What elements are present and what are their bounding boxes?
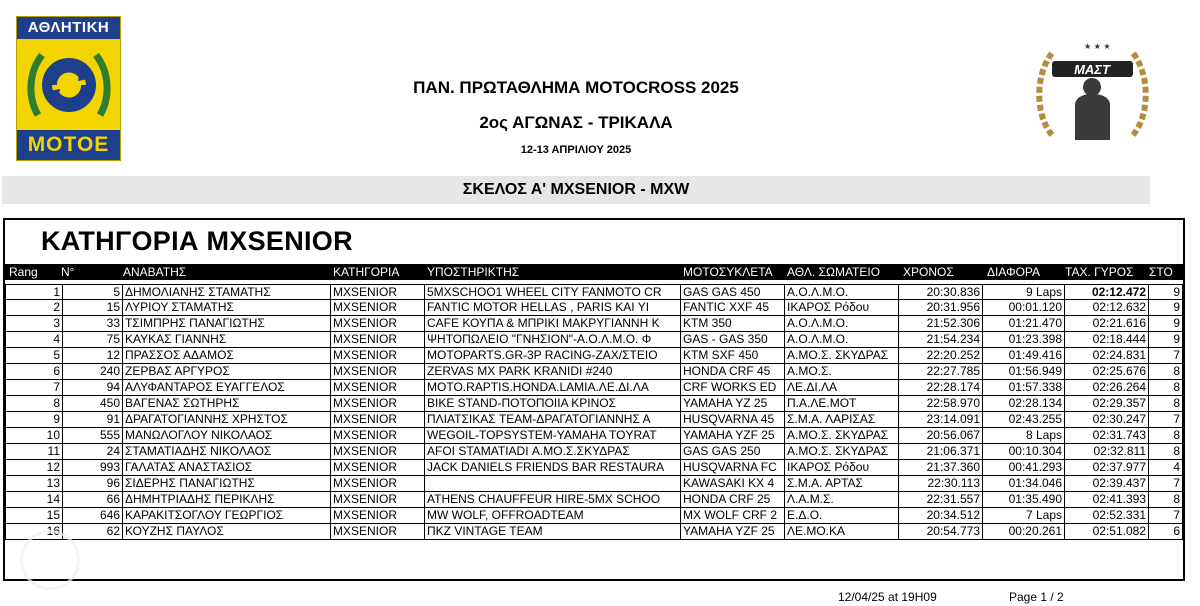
laps-cell: 9 — [1149, 300, 1183, 316]
col-sponsor-header: ΥΠΟΣΤΗΡΙΚΤΗΣ — [427, 265, 520, 279]
table-row — [5, 476, 1183, 492]
col-time-header: ΧΡΟΝΟΣ — [903, 265, 954, 279]
category-cell: MXSENIOR — [331, 460, 425, 476]
bike-cell: HONDA CRF 25 — [681, 492, 785, 508]
col-diff-header: ΔΙΑΦΟΡΑ — [987, 265, 1041, 279]
rank-cell: 15 — [5, 508, 63, 524]
diff-cell: 8 Laps — [983, 428, 1065, 444]
laps-cell: 7 — [1149, 476, 1183, 492]
rider-cell: ΣΙΔΕΡΗΣ ΠΑΝΑΓΙΩΤΗΣ — [123, 476, 331, 492]
table-row — [5, 300, 1183, 316]
rider-cell: ΚΑΡΑΚΙΤΣΟΓΛΟΥ ΓΕΩΡΓΙΟΣ — [123, 508, 331, 524]
time-cell: 20:54.773 — [899, 524, 983, 540]
table-row — [5, 332, 1183, 348]
laps-cell: 8 — [1149, 428, 1183, 444]
number-cell: 15 — [63, 300, 123, 316]
time-cell: 22:30.113 — [899, 476, 983, 492]
page-indicator: Page 1 / 2 — [1009, 590, 1064, 604]
svg-text:★ ★ ★: ★ ★ ★ — [1084, 42, 1111, 51]
race-title: 2ος ΑΓΩΝΑΣ - ΤΡΙΚΑΛΑ — [479, 113, 673, 132]
number-cell: 33 — [63, 316, 123, 332]
number-cell: 646 — [63, 508, 123, 524]
laps-cell: 9 — [1149, 332, 1183, 348]
table-row — [5, 508, 1183, 524]
rider-cell: ΛΥΡΙΟΥ ΣΤΑΜΑΤΗΣ — [123, 300, 331, 316]
bike-cell: KAWASAKI KX 4 — [681, 476, 785, 492]
table-row — [5, 428, 1183, 444]
bestlap-cell: 02:51.082 — [1065, 524, 1149, 540]
bestlap-cell: 02:12.632 — [1065, 300, 1149, 316]
rank-cell: 12 — [5, 460, 63, 476]
bike-cell: HONDA CRF 45 — [681, 364, 785, 380]
diff-cell: 02:43.255 — [983, 412, 1065, 428]
rank-cell: 4 — [5, 332, 63, 348]
category-cell: MXSENIOR — [331, 508, 425, 524]
col-bike-header: ΜΟΤΟΣΥΚΛΕΤΑ — [683, 265, 773, 279]
time-cell: 22:20.252 — [899, 348, 983, 364]
diff-cell: 01:21.470 — [983, 316, 1065, 332]
bike-cell: FANTIC XXF 45 — [681, 300, 785, 316]
category-cell: MXSENIOR — [331, 284, 425, 300]
bike-cell: HUSQVARNA FC — [681, 460, 785, 476]
club-cell: Α.ΜΟ.Σ. ΣΚΥΔΡΑΣ — [785, 428, 899, 444]
rider-cell: ΒΑΓΕΝΑΣ ΣΩΤΗΡΗΣ — [123, 396, 331, 412]
category-cell: MXSENIOR — [331, 348, 425, 364]
sponsor-cell: MOTO.RAPTIS.HONDA.LAMIA.ΛΕ.ΔΙ.ΛΑ — [425, 380, 681, 396]
time-cell: 22:31.557 — [899, 492, 983, 508]
sponsor-cell: 5MXSCHOO1 WHEEL CITY FANMOTO CR — [425, 284, 681, 300]
diff-cell: 00:41.293 — [983, 460, 1065, 476]
leg-title: ΣΚΕΛΟΣ Α' MXSENIOR - MXW — [2, 176, 1150, 204]
table-row — [5, 364, 1183, 380]
laps-cell: 9 — [1149, 284, 1183, 300]
table-row — [5, 284, 1183, 300]
diff-cell: 01:49.416 — [983, 348, 1065, 364]
col-bestlap-header: ΤΑΧ. ΓΥΡΟΣ — [1065, 265, 1134, 279]
bestlap-cell: 02:18.444 — [1065, 332, 1149, 348]
diff-cell: 01:57.338 — [983, 380, 1065, 396]
category-title: ΚΑΤΗΓΟΡΙΑ MXSENIOR — [41, 226, 353, 256]
diff-cell: 01:35.490 — [983, 492, 1065, 508]
col-category-header: ΚΑΤΗΓΟΡΙΑ — [333, 265, 400, 279]
number-cell: 24 — [63, 444, 123, 460]
bestlap-cell: 02:37.977 — [1065, 460, 1149, 476]
bestlap-cell: 02:39.437 — [1065, 476, 1149, 492]
rider-cell: ΔΗΜΟΛΙΑΝΗΣ ΣΤΑΜΑΤΗΣ — [123, 284, 331, 300]
logo-left-top-text: ΑΘΛΗΤΙΚΗ — [17, 17, 120, 39]
sponsor-cell: ATHENS CHAUFFEUR HIRE-5MX SCHOO — [425, 492, 681, 508]
number-cell: 62 — [63, 524, 123, 540]
club-cell: Σ.Μ.Α. ΑΡΤΑΣ — [785, 476, 899, 492]
diff-cell: 00:10.304 — [983, 444, 1065, 460]
sponsor-cell: ΠΚΖ VINTAGE TEAM — [425, 524, 681, 540]
col-number-header: N° — [61, 265, 75, 279]
category-cell: MXSENIOR — [331, 396, 425, 412]
time-cell: 21:52.306 — [899, 316, 983, 332]
bestlap-cell: 02:41.393 — [1065, 492, 1149, 508]
printed-timestamp: 12/04/25 at 19H09 — [838, 590, 937, 604]
rank-cell: 1 — [5, 284, 63, 300]
number-cell: 5 — [63, 284, 123, 300]
sponsor-cell: ΨΗΤΟΠΩΛΕΙΟ "ΓΝΗΣΙΟΝ"-Α.Ο.Λ.Μ.Ο. Φ — [425, 332, 681, 348]
table-row — [5, 380, 1183, 396]
table-row — [5, 444, 1183, 460]
category-cell: MXSENIOR — [331, 380, 425, 396]
laps-cell: 8 — [1149, 364, 1183, 380]
club-cell: Σ.Μ.Α. ΛΑΡΙΣΑΣ — [785, 412, 899, 428]
rank-cell: 8 — [5, 396, 63, 412]
rider-cell: ΓΑΛΑΤΑΣ ΑΝΑΣΤΑΣΙΟΣ — [123, 460, 331, 476]
bestlap-cell: 02:31.743 — [1065, 428, 1149, 444]
rank-cell: 6 — [5, 364, 63, 380]
sponsor-cell: ZERVAS MX PARK KRANIDI #240 — [425, 364, 681, 380]
championship-title: ΠΑΝ. ΠΡΩΤΑΘΛΗΜΑ MOTOCROSS 2025 — [413, 78, 739, 97]
table-row — [5, 412, 1183, 428]
sponsor-cell: FANTIC MOTOR HELLAS , PARIS ΚΑΙ ΥΙ — [425, 300, 681, 316]
club-cell: Α.ΜΟ.Σ. ΣΚΥΔΡΑΣ — [785, 348, 899, 364]
number-cell: 12 — [63, 348, 123, 364]
rank-cell: 9 — [5, 412, 63, 428]
club-cell: ΛΕ.ΔΙ.ΛΑ — [785, 380, 899, 396]
table-row — [5, 396, 1183, 412]
club-cell: Α.Ο.Λ.Μ.Ο. — [785, 332, 899, 348]
sponsor-cell: WEGOIL-TOPSYSTEM-YAMAHA TOYRAT — [425, 428, 681, 444]
bike-cell: GAS GAS 250 — [681, 444, 785, 460]
rank-cell: 7 — [5, 380, 63, 396]
diff-cell: 00:01.120 — [983, 300, 1065, 316]
category-cell: MXSENIOR — [331, 316, 425, 332]
time-cell: 23:14.091 — [899, 412, 983, 428]
bestlap-cell: 02:21.616 — [1065, 316, 1149, 332]
rider-cell: ΣΤΑΜΑΤΙΑΔΗΣ ΝΙΚΟΛΑΟΣ — [123, 444, 331, 460]
bestlap-cell: 02:29.357 — [1065, 396, 1149, 412]
bestlap-cell: 02:25.676 — [1065, 364, 1149, 380]
bike-cell: HUSQVARNA 45 — [681, 412, 785, 428]
time-cell: 20:34.512 — [899, 508, 983, 524]
rider-cell: ΖΕΡΒΑΣ ΑΡΓΥΡΟΣ — [123, 364, 331, 380]
bike-cell: YAMAHA YZF 25 — [681, 524, 785, 540]
time-cell: 21:54.234 — [899, 332, 983, 348]
category-cell: MXSENIOR — [331, 476, 425, 492]
time-cell: 20:30.836 — [899, 284, 983, 300]
time-cell: 22:27.785 — [899, 364, 983, 380]
bestlap-cell: 02:12.472 — [1065, 284, 1149, 300]
rank-cell: 16 — [5, 524, 63, 540]
bestlap-cell: 02:30.247 — [1065, 412, 1149, 428]
number-cell: 555 — [63, 428, 123, 444]
rider-cell: ΠΡΑΣΣΟΣ ΑΔΑΜΟΣ — [123, 348, 331, 364]
diff-cell: 01:34.046 — [983, 476, 1065, 492]
sponsor-cell: ΠΛΙΑΤΣΙΚΑΣ TEAM-ΔΡΑΓΑΤΟΓΙΑΝΝΗΣ Α — [425, 412, 681, 428]
table-row — [5, 524, 1183, 540]
club-cell: Π.Α.ΛΕ.ΜΟΤ — [785, 396, 899, 412]
club-cell: ΙΚΑΡΟΣ Ρόδου — [785, 460, 899, 476]
rank-cell: 10 — [5, 428, 63, 444]
laps-cell: 8 — [1149, 380, 1183, 396]
rider-cell: ΔΗΜΗΤΡΙΑΔΗΣ ΠΕΡΙΚΛΗΣ — [123, 492, 331, 508]
category-cell: MXSENIOR — [331, 444, 425, 460]
bike-cell: YAMAHA YZF 25 — [681, 428, 785, 444]
rider-cell: ΚΑΥΚΑΣ ΓΙΑΝΝΗΣ — [123, 332, 331, 348]
laps-cell: 8 — [1149, 492, 1183, 508]
time-cell: 20:31.956 — [899, 300, 983, 316]
club-cell: Λ.Α.Μ.Σ. — [785, 492, 899, 508]
bike-cell: MX WOLF CRF 2 — [681, 508, 785, 524]
bike-cell: CRF WORKS ED — [681, 380, 785, 396]
number-cell: 240 — [63, 364, 123, 380]
bestlap-cell: 02:24.831 — [1065, 348, 1149, 364]
club-cell: ΙΚΑΡΟΣ Ρόδου — [785, 300, 899, 316]
number-cell: 66 — [63, 492, 123, 508]
bike-cell: KTM SXF 450 — [681, 348, 785, 364]
col-rider-header: ΑΝΑΒΑΤΗΣ — [123, 265, 187, 279]
logo-right-text: ΜΑΣΤ — [1074, 62, 1110, 77]
category-cell: MXSENIOR — [331, 300, 425, 316]
club-cell: Α.ΜΟ.Σ. — [785, 364, 899, 380]
laps-cell: 9 — [1149, 316, 1183, 332]
results-panel — [3, 218, 1185, 581]
club-cell: Ε.Δ.Ο. — [785, 508, 899, 524]
laps-cell: 7 — [1149, 348, 1183, 364]
diff-cell: 01:23.398 — [983, 332, 1065, 348]
club-cell: Α.ΜΟ.Σ. ΣΚΥΔΡΑΣ — [785, 444, 899, 460]
time-cell: 21:37.360 — [899, 460, 983, 476]
diff-cell: 00:20.261 — [983, 524, 1065, 540]
rank-cell: 2 — [5, 300, 63, 316]
rank-cell: 14 — [5, 492, 63, 508]
number-cell: 993 — [63, 460, 123, 476]
number-cell: 94 — [63, 380, 123, 396]
col-club-header: ΑΘΛ. ΣΩΜΑΤΕΙΟ — [787, 265, 881, 279]
rank-cell: 5 — [5, 348, 63, 364]
watermark-icon — [20, 530, 80, 590]
time-cell: 22:28.174 — [899, 380, 983, 396]
laps-cell: 7 — [1149, 508, 1183, 524]
category-cell: MXSENIOR — [331, 492, 425, 508]
bike-cell: KTM 350 — [681, 316, 785, 332]
category-cell: MXSENIOR — [331, 412, 425, 428]
category-cell: MXSENIOR — [331, 364, 425, 380]
number-cell: 75 — [63, 332, 123, 348]
bestlap-cell: 02:52.331 — [1065, 508, 1149, 524]
col-rank-header: Rang — [9, 265, 38, 279]
results-header-row — [5, 264, 1183, 280]
laps-cell: 8 — [1149, 396, 1183, 412]
sponsor-cell: JACK DANIELS FRIENDS BAR RESTAURA — [425, 460, 681, 476]
logo-left-bottom-text: ΜΟΤΟΕ — [17, 130, 120, 160]
number-cell: 91 — [63, 412, 123, 428]
sponsor-cell: MOTOPARTS.GR-3P RACING-ZAX/ΣΤΕΙΟ — [425, 348, 681, 364]
laps-cell: 6 — [1149, 524, 1183, 540]
sponsor-cell: MW WOLF, OFFROADTEAM — [425, 508, 681, 524]
category-cell: MXSENIOR — [331, 428, 425, 444]
laps-cell: 4 — [1149, 460, 1183, 476]
rank-cell: 13 — [5, 476, 63, 492]
club-cell: ΛΕ.ΜΟ.ΚΑ — [785, 524, 899, 540]
rider-cell: ΚΟΥΖΗΣ ΠΑΥΛΟΣ — [123, 524, 331, 540]
rank-cell: 11 — [5, 444, 63, 460]
time-cell: 21:06.371 — [899, 444, 983, 460]
rider-cell: ΤΣΙΜΠΡΗΣ ΠΑΝΑΓΙΩΤΗΣ — [123, 316, 331, 332]
bestlap-cell: 02:32.811 — [1065, 444, 1149, 460]
race-dates: 12-13 ΑΠΡΙΛΙΟΥ 2025 — [520, 144, 632, 156]
sponsor-cell: BIKE STAND-ΠΟΤΟΠΟΙΙΑ ΚΡΙΝΟΣ — [425, 396, 681, 412]
rider-cell: ΔΡΑΓΑΤΟΓΙΑΝΝΗΣ ΧΡΗΣΤΟΣ — [123, 412, 331, 428]
time-cell: 20:56.067 — [899, 428, 983, 444]
rank-cell: 3 — [5, 316, 63, 332]
laps-cell: 7 — [1149, 412, 1183, 428]
table-row — [5, 316, 1183, 332]
table-row — [5, 348, 1183, 364]
bike-cell: YAMAHA YZ 25 — [681, 396, 785, 412]
diff-cell: 01:56.949 — [983, 364, 1065, 380]
time-cell: 22:58.970 — [899, 396, 983, 412]
number-cell: 450 — [63, 396, 123, 412]
category-cell: MXSENIOR — [331, 524, 425, 540]
diff-cell: 7 Laps — [983, 508, 1065, 524]
bestlap-cell: 02:26.264 — [1065, 380, 1149, 396]
club-cell: Α.Ο.Λ.Μ.Ο. — [785, 284, 899, 300]
number-cell: 96 — [63, 476, 123, 492]
laps-cell: 8 — [1149, 444, 1183, 460]
bike-cell: GAS - GAS 350 — [681, 332, 785, 348]
results-table — [5, 284, 1183, 540]
diff-cell: 9 Laps — [983, 284, 1065, 300]
sponsor-cell: AFOI STAMATIADI Α.ΜΟ.Σ.ΣΚΥΔΡΑΣ — [425, 444, 681, 460]
rider-cell: ΜΑΝΩΛΟΓΛΟΥ ΝΙΚΟΛΑΟΣ — [123, 428, 331, 444]
sponsor-cell — [425, 476, 681, 492]
diff-cell: 02:28.134 — [983, 396, 1065, 412]
bike-cell: GAS GAS 450 — [681, 284, 785, 300]
table-row — [5, 492, 1183, 508]
col-laps-header: ΣΤΟ — [1149, 265, 1173, 279]
table-row — [5, 460, 1183, 476]
category-cell: MXSENIOR — [331, 332, 425, 348]
sponsor-cell: CAFE ΚΟΥΠΑ & ΜΠΡΙΚΙ ΜΑΚΡΥΓΙΑΝΝΗ Κ — [425, 316, 681, 332]
rider-cell: ΑΛΥΦΑΝΤΑΡΟΣ ΕΥΑΓΓΕΛΟΣ — [123, 380, 331, 396]
club-cell: Α.Ο.Λ.Μ.Ο. — [785, 316, 899, 332]
